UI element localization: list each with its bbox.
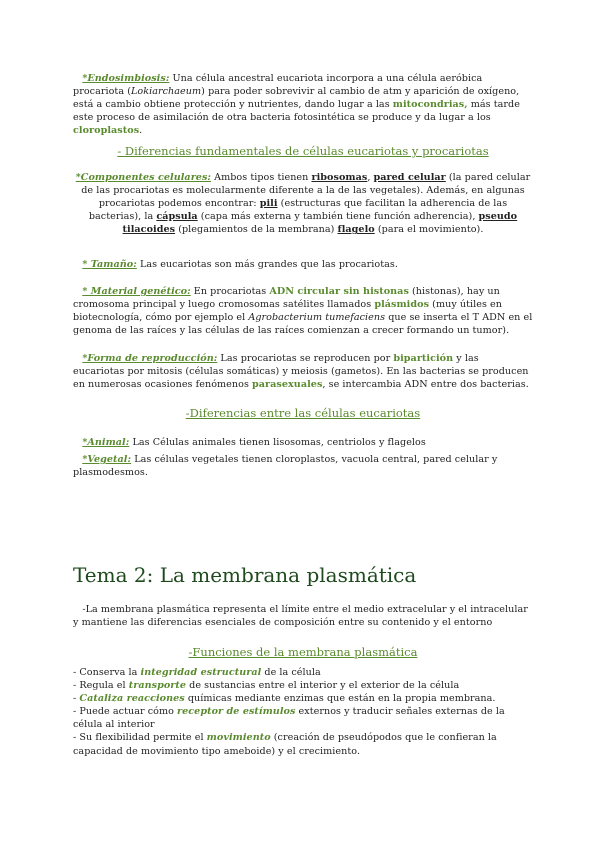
text-run: (muy útiles en biotecnología, cómo por ejemplo el (73, 299, 503, 324)
emphasis-term: Cataliza reacciones (79, 693, 185, 705)
text-run: de sustancias entre el interior y el exterior de la célula (186, 680, 460, 692)
text-run: (para el movimiento). (374, 224, 484, 236)
text-run: externos y traducir señales externas de la célula al interior (73, 706, 505, 731)
reproduccion-label: *Forma de reproducción: (82, 353, 218, 364)
list-item (73, 692, 533, 705)
endosimbiosis-label: *Endosimbiosis: (82, 73, 170, 84)
text-run: - Su flexibilidad permite el (73, 732, 207, 744)
term-parasexuales: parasexuales (252, 379, 323, 391)
material-genetico-paragraph (73, 285, 533, 337)
emphasis-term: integridad estructural (140, 667, 262, 678)
intro-paragraph (73, 603, 533, 629)
text-run: En procariotas (190, 286, 270, 297)
term-plasmidos: plásmidos (374, 299, 430, 311)
text-run: - Conserva la (73, 667, 141, 678)
text-run: y las eucariotas por mitosis (células somáticas) y meiosis (gametos). En las bacterias se producen en numerosas ocasiones fenómenos (73, 353, 529, 391)
term-mitocondrias: mitocondrias, (392, 99, 468, 111)
section-heading-diferencias-eucariotas: -Diferencias entre las células eucariotas (185, 406, 421, 420)
text-run: (histonas), hay un cromosoma principal y luego cromosomas satélites llamados (73, 286, 500, 311)
componentes-label: *Componentes celulares: (75, 172, 212, 183)
tamano-paragraph (73, 258, 533, 271)
endosimbiosis-paragraph (73, 72, 533, 137)
text-run: . (139, 125, 143, 137)
vegetal-paragraph (73, 453, 533, 479)
text-run: Las Células animales tienen lisosomas, centriolos y flagelos (129, 437, 426, 448)
text-run: químicas mediante enzimas que están en la propia membrana. (184, 693, 496, 705)
species-name: Agrobacterium tumefaciens (248, 312, 386, 324)
term-pared-celular: pared celular (373, 172, 446, 183)
text-run: - Regula el (73, 680, 129, 692)
list-item (73, 731, 533, 757)
animal-paragraph (73, 436, 533, 449)
componentes-paragraph (73, 171, 533, 236)
text-run: - (73, 693, 80, 705)
term-pseudo-tilacoides: pseudo tilacoides (122, 211, 518, 236)
term-cloroplastos: cloroplastos (73, 125, 140, 137)
text-run: (la pared celular de las procariotas es molecularmente diferente a la de las vegetales). Además, en algunas procariotas podemos encontrar: (81, 172, 531, 210)
text-run: Las células vegetales tienen cloroplastos, vacuola central, pared celular y plasmodesmos. (73, 454, 498, 479)
text-run: Las procariotas se reproducen por (217, 353, 394, 364)
term-pili: pili (259, 198, 278, 210)
species-name: Lokiarchaeum (131, 86, 202, 98)
text-run: , se intercambia ADN entre dos bacterias. (322, 379, 529, 391)
emphasis-term: transporte (128, 680, 187, 692)
text-run: -La membrana plasmática representa el límite entre el medio extracelular y el intracelular y mantiene las diferencias esenciales de composición entre su contenido y el entorno (73, 604, 528, 629)
tamano-label: * Tamaño: (82, 259, 137, 270)
material-genetico-label: * Material genético: (82, 286, 191, 297)
list-item (73, 705, 533, 731)
functions-list (73, 666, 533, 758)
page-title: Tema 2: La membrana plasmática (73, 563, 417, 587)
list-item (73, 666, 533, 679)
text-run: , (367, 172, 374, 183)
text-run: (estructuras que facilitan la adherencia de las bacterias), la (88, 198, 508, 223)
section-heading-funciones: -Funciones de la membrana plasmática (188, 645, 418, 659)
text-run: - Puede actuar cómo (73, 706, 178, 718)
animal-label: *Animal: (82, 437, 130, 448)
section-heading-diferencias-fundamentales: - Diferencias fundamentales de células eucariotas y procariotas (117, 144, 489, 158)
term-capsula: cápsula (156, 211, 198, 223)
term-flagelo: flagelo (337, 224, 375, 236)
text-run: (plegamientos de la membrana) (175, 224, 338, 236)
emphasis-term: receptor de estímulos (177, 706, 296, 718)
term-ribosomas: ribosomas (311, 172, 368, 183)
reproduccion-paragraph (73, 352, 533, 391)
emphasis-term: movimiento (206, 732, 271, 744)
text-run: de la célula (261, 667, 321, 678)
text-run: ) para poder sobrevivir al cambio de atm y aparición de oxígeno, está a cambio obtiene protección y nutrientes, dando lugar a las (73, 86, 520, 111)
term-biparticion: bipartición (393, 353, 454, 364)
list-item (73, 679, 533, 692)
text-run: más tarde este proceso de asimilación de otra bacteria fotosintética se produce y da lugar a los (73, 99, 520, 124)
text-run: (creación de pseudópodos que le confieran la capacidad de movimiento tipo ameboide) y el crecimiento. (73, 732, 497, 757)
text-run: Ambos tipos tienen (211, 172, 312, 183)
text-run: que se inserta el T ADN en el genoma de las raíces y las células de las raíces comienzan a crecer formando un tumor). (73, 312, 533, 337)
text-run: Una célula ancestral eucariota incorpora a una célula aeróbica procariota ( (73, 73, 483, 98)
term-adn-circular: ADN circular sin histonas (269, 286, 409, 297)
text-run: Las eucariotas son más grandes que las procariotas. (136, 259, 399, 270)
vegetal-label: *Vegetal: (82, 454, 132, 465)
text-run: (capa más externa y también tiene función adherencia), (197, 211, 479, 223)
